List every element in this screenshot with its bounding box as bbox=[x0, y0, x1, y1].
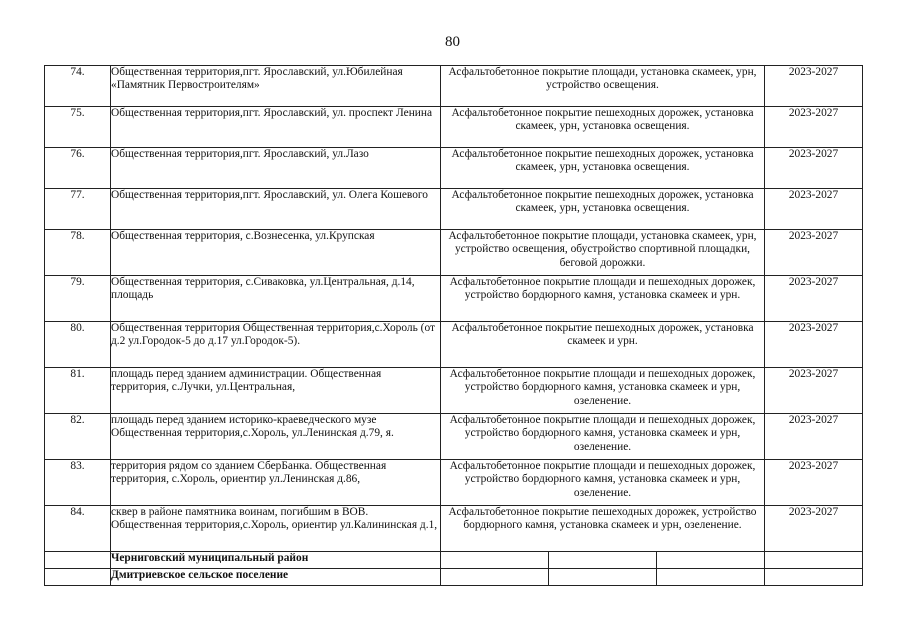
territory-name: Общественная территория,пгт. Ярославский, ул.Юбилейная «Памятник Первостроителям» bbox=[111, 66, 441, 107]
row-number: 84. bbox=[45, 506, 111, 552]
row-number: 82. bbox=[45, 414, 111, 460]
implementation-period: 2023-2027 bbox=[765, 276, 863, 322]
territory-name: площадь перед зданием историко-краеведческого музе Общественная территория,с.Хороль, ул.Ленинская д.79, я. bbox=[111, 414, 441, 460]
works-description: Асфальтобетонное покрытие площади и пешеходных дорожек, устройство бордюрного камня, установка скамеек и урн, озеленение. bbox=[441, 460, 765, 506]
works-description: Асфальтобетонное покрытие площади, установка скамеек, урн, устройство освещения. bbox=[441, 66, 765, 107]
works-description: Асфальтобетонное покрытие площади и пешеходных дорожек, устройство бордюрного камня, установка скамеек и урн, озеленение. bbox=[441, 414, 765, 460]
row-number: 74. bbox=[45, 66, 111, 107]
row-number: 77. bbox=[45, 189, 111, 230]
implementation-period: 2023-2027 bbox=[765, 66, 863, 107]
table-row bbox=[45, 368, 863, 414]
row-number: 81. bbox=[45, 368, 111, 414]
implementation-period: 2023-2027 bbox=[765, 460, 863, 506]
works-description: Асфальтобетонное покрытие пешеходных дорожек, устройство бордюрного камня, установка скамеек и урн, озеленение. bbox=[441, 506, 765, 552]
implementation-period: 2023-2027 bbox=[765, 506, 863, 552]
table-row bbox=[45, 66, 863, 107]
works-description: Асфальтобетонное покрытие пешеходных дорожек, установка скамеек, урн, установка освещения. bbox=[441, 148, 765, 189]
implementation-period: 2023-2027 bbox=[765, 148, 863, 189]
section-title: Дмитриевское сельское поселение bbox=[111, 569, 441, 586]
implementation-period: 2023-2027 bbox=[765, 189, 863, 230]
empty-cell bbox=[45, 552, 111, 569]
territory-name: Общественная территория Общественная территория,с.Хороль (от д.2 ул.Городок-5 до д.17 ул.Городок-5). bbox=[111, 322, 441, 368]
territory-name: площадь перед зданием администрации. Общественная территория, с.Лучки, ул.Центральная, bbox=[111, 368, 441, 414]
table-row bbox=[45, 506, 863, 552]
implementation-period: 2023-2027 bbox=[765, 107, 863, 148]
implementation-period: 2023-2027 bbox=[765, 230, 863, 276]
works-description: Асфальтобетонное покрытие площади, установка скамеек, урн, устройство освещения, обустройство спортивной площадки, беговой дорожки. bbox=[441, 230, 765, 276]
works-description: Асфальтобетонное покрытие площади и пешеходных дорожек, устройство бордюрного камня, установка скамеек и урн. bbox=[441, 276, 765, 322]
empty-split-cell bbox=[441, 552, 765, 569]
row-number: 80. bbox=[45, 322, 111, 368]
works-description: Асфальтобетонное покрытие пешеходных дорожек, установка скамеек и урн. bbox=[441, 322, 765, 368]
table-row bbox=[45, 230, 863, 276]
territory-name: Общественная территория,пгт. Ярославский, ул.Лазо bbox=[111, 148, 441, 189]
row-number: 76. bbox=[45, 148, 111, 189]
row-number: 83. bbox=[45, 460, 111, 506]
section-title: Черниговский муниципальный район bbox=[111, 552, 441, 569]
row-number: 79. bbox=[45, 276, 111, 322]
territory-name: сквер в районе памятника воинам, погибшим в ВОВ. Общественная территория,с.Хороль, ориентир ул.Калининская д.1, bbox=[111, 506, 441, 552]
section-row-settlement bbox=[45, 569, 863, 586]
table-row bbox=[45, 276, 863, 322]
row-number: 78. bbox=[45, 230, 111, 276]
table-row bbox=[45, 322, 863, 368]
page-number: 80 bbox=[445, 34, 460, 50]
section-row-district bbox=[45, 552, 863, 569]
territories-table bbox=[44, 65, 863, 586]
implementation-period: 2023-2027 bbox=[765, 414, 863, 460]
table-row bbox=[45, 460, 863, 506]
table-row bbox=[45, 189, 863, 230]
territory-name: Общественная территория,пгт. Ярославский, ул. проспект Ленина bbox=[111, 107, 441, 148]
table-row bbox=[45, 414, 863, 460]
works-description: Асфальтобетонное покрытие площади и пешеходных дорожек, устройство бордюрного камня, установка скамеек и урн, озеленение. bbox=[441, 368, 765, 414]
implementation-period: 2023-2027 bbox=[765, 368, 863, 414]
territory-name: Общественная территория, с.Сиваковка, ул.Центральная, д.14, площадь bbox=[111, 276, 441, 322]
implementation-period: 2023-2027 bbox=[765, 322, 863, 368]
table-row bbox=[45, 148, 863, 189]
empty-cell bbox=[765, 569, 863, 586]
territory-name: территория рядом со зданием СберБанка. Общественная территория, с.Хороль, ориентир ул.Ленинская д.86, bbox=[111, 460, 441, 506]
works-description: Асфальтобетонное покрытие пешеходных дорожек, установка скамеек, урн, установка освещения. bbox=[441, 107, 765, 148]
territory-name: Общественная территория,пгт. Ярославский, ул. Олега Кошевого bbox=[111, 189, 441, 230]
empty-split-cell bbox=[441, 569, 765, 586]
works-description: Асфальтобетонное покрытие пешеходных дорожек, установка скамеек, урн, установка освещения. bbox=[441, 189, 765, 230]
empty-cell bbox=[765, 552, 863, 569]
table-row bbox=[45, 107, 863, 148]
row-number: 75. bbox=[45, 107, 111, 148]
empty-cell bbox=[45, 569, 111, 586]
territory-name: Общественная территория, с.Вознесенка, ул.Крупская bbox=[111, 230, 441, 276]
